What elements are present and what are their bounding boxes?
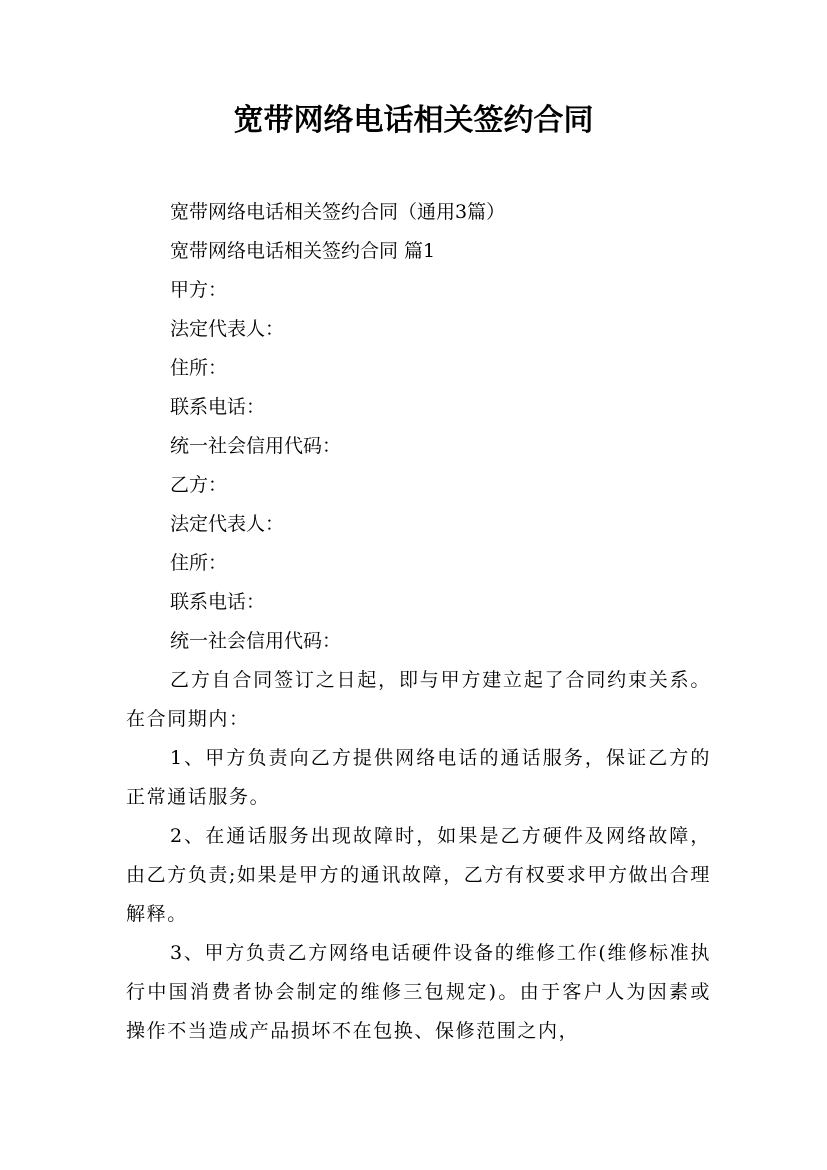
party-a-label: 甲方： bbox=[170, 279, 228, 301]
clause-1-paragraph: 1、甲方负责向乙方提供网络电话的通话服务，保证乙方的正常通话服务。 bbox=[126, 747, 711, 808]
party-b-phone: 联系电话： bbox=[170, 591, 266, 613]
clause-2-paragraph: 2、在通话服务出现故障时，如果是乙方硬件及网络故障，由乙方负责;如果是甲方的通讯故障，乙方有权要求甲方做出合理解释。 bbox=[126, 825, 711, 925]
document-body bbox=[126, 193, 711, 1051]
party-b-label: 乙方： bbox=[170, 474, 228, 496]
section-heading: 宽带网络电话相关签约合同 篇1 bbox=[170, 240, 436, 262]
subtitle-line: 宽带网络电话相关签约合同（通用3篇） bbox=[170, 201, 506, 223]
party-b-legal-rep: 法定代表人： bbox=[170, 513, 285, 535]
contract-intro-paragraph: 乙方自合同签订之日起，即与甲方建立起了合同约束关系。在合同期内： bbox=[126, 669, 711, 730]
party-a-phone: 联系电话： bbox=[170, 396, 266, 418]
party-a-legal-rep: 法定代表人： bbox=[170, 318, 285, 340]
party-b-address: 住所： bbox=[170, 552, 228, 574]
document-title: 宽带网络电话相关签约合同 bbox=[233, 103, 594, 138]
party-a-credit-code: 统一社会信用代码： bbox=[170, 435, 342, 457]
clause-3-paragraph: 3、甲方负责乙方网络电话硬件设备的维修工作(维修标准执行中国消费者协会制定的维修三包规定)。由于客户人为因素或操作不当造成产品损坏不在包换、保修范围之内， bbox=[126, 942, 711, 1042]
party-b-credit-code: 统一社会信用代码： bbox=[170, 630, 342, 652]
party-a-address: 住所： bbox=[170, 357, 228, 379]
